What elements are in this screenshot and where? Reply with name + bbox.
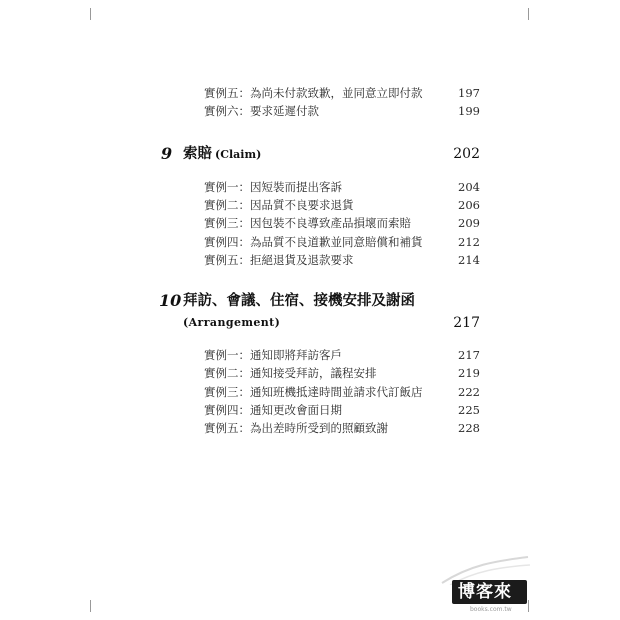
toc-entry-label: 實例五：為出差時所受到的照顧致謝: [204, 421, 388, 435]
toc-entry-page: 204: [458, 180, 480, 194]
chapter-title: 拜訪、會議、住宿、接機安排及謝函: [183, 292, 415, 309]
chapter-page: 217: [453, 315, 480, 331]
toc-entry[interactable]: [0, 196, 620, 214]
toc-entry-page: 212: [458, 235, 480, 249]
toc-entry-label: 實例四：為品質不良道歉並同意賠償和補貨: [204, 235, 423, 249]
toc-entry-page: 217: [458, 348, 480, 362]
chapter-title-text: 索賠: [183, 145, 212, 162]
toc-entry-label: 實例六：要求延遲付款: [204, 104, 319, 118]
toc-entry[interactable]: [0, 178, 620, 196]
toc-entry-page: 228: [458, 421, 480, 435]
crop-mark-bottom-left: [90, 600, 91, 612]
toc-entry-page: 219: [458, 366, 480, 380]
toc-entry[interactable]: [0, 214, 620, 232]
crop-mark-bottom-right: [528, 600, 529, 612]
toc-entry-page: 225: [458, 403, 480, 417]
toc-entry[interactable]: [0, 401, 620, 419]
toc-entry-label: 實例三：因包裝不良導致產品損壞而索賠: [204, 216, 411, 230]
toc-entry-page: 222: [458, 385, 480, 399]
toc-entry-label: 實例一：通知即將拜訪客戶: [204, 348, 342, 362]
watermark-logo-text: 博客來: [458, 582, 512, 602]
toc-entry[interactable]: [0, 102, 620, 120]
toc-entry-page: 209: [458, 216, 480, 230]
toc-entry-label: 實例一：因短裝而提出客訴: [204, 180, 342, 194]
toc-entry[interactable]: [0, 346, 620, 364]
toc-entry-label: 實例五：為尚未付款致歉，並同意立即付款: [204, 86, 423, 100]
toc-entry-label: 實例二：通知接受拜訪，議程安排: [204, 366, 377, 380]
toc-entry[interactable]: [0, 84, 620, 102]
watermark-url: books.com.tw: [470, 606, 512, 613]
crop-mark-top-right: [528, 8, 529, 20]
chapter-subtitle: (Arrangement): [183, 316, 281, 329]
toc-entry[interactable]: [0, 419, 620, 437]
chapter-title: [183, 143, 261, 166]
toc-entry-page: 206: [458, 198, 480, 212]
toc-entry-page: 214: [458, 253, 480, 267]
toc-entry[interactable]: [0, 233, 620, 251]
toc-entry-page: 197: [458, 86, 480, 100]
chapter-page: 202: [453, 146, 480, 162]
toc-entry[interactable]: [0, 251, 620, 269]
crop-mark-top-left: [90, 8, 91, 20]
chapter-number: 9: [161, 144, 173, 163]
toc-entry-label: 實例三：通知班機抵達時間並請求代訂飯店: [204, 385, 423, 399]
chapter-title-en: (Claim): [215, 148, 262, 161]
toc-entry-label: 實例四：通知更改會面日期: [204, 403, 342, 417]
toc-entry-page: 199: [458, 104, 480, 118]
chapter-number: 10: [159, 291, 182, 310]
toc-entry-label: 實例五：拒絕退貨及退款要求: [204, 253, 354, 267]
toc-entry[interactable]: [0, 364, 620, 382]
toc-entry-label: 實例二：因品質不良要求退貨: [204, 198, 354, 212]
toc-entry[interactable]: [0, 383, 620, 401]
